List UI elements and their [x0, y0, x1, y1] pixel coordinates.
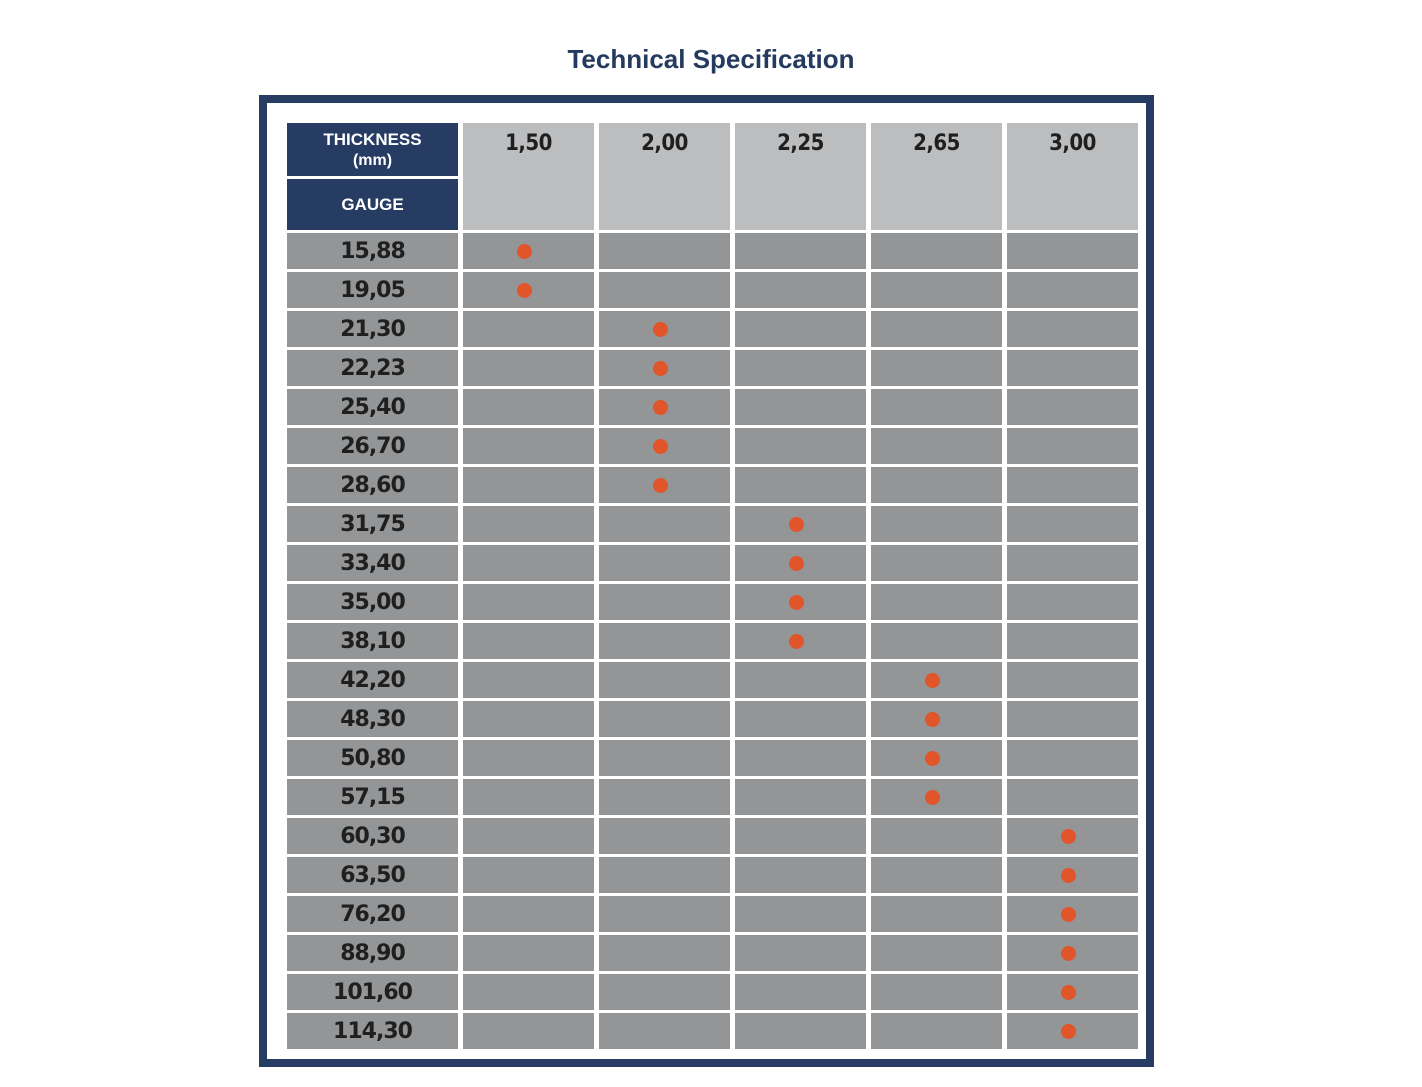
gauge-cell: 63,50 [287, 857, 458, 893]
table-cell [871, 506, 1002, 542]
page-title: Technical Specification [567, 44, 855, 74]
table-cell [463, 506, 594, 542]
table-cell [599, 623, 730, 659]
availability-dot-icon [653, 478, 668, 493]
table-cell [1007, 233, 1138, 269]
table-cell [1007, 428, 1138, 464]
availability-dot-icon [925, 712, 940, 727]
table-cell [463, 233, 594, 269]
table-cell [599, 467, 730, 503]
table-cell [463, 584, 594, 620]
table-cell [735, 974, 866, 1010]
gauge-cell: 114,30 [287, 1013, 458, 1049]
gauge-cell: 76,20 [287, 896, 458, 932]
availability-dot-icon [925, 673, 940, 688]
availability-dot-icon [925, 790, 940, 805]
table-cell [735, 311, 866, 347]
table-cell [735, 896, 866, 932]
thickness-unit: (mm) [352, 151, 393, 169]
table-cell [871, 311, 1002, 347]
table-cell [871, 818, 1002, 854]
table-cell [1007, 662, 1138, 698]
table-cell [871, 974, 1002, 1010]
gauge-cell: 88,90 [287, 935, 458, 971]
table-cell [599, 389, 730, 425]
table-cell [871, 857, 1002, 893]
table-cell [463, 818, 594, 854]
table-cell [871, 779, 1002, 815]
table-cell [463, 428, 594, 464]
table-cell [871, 740, 1002, 776]
table-cell [599, 662, 730, 698]
availability-dot-icon [517, 283, 532, 298]
availability-dot-icon [789, 556, 804, 571]
table-cell [599, 935, 730, 971]
table-cell [1007, 701, 1138, 737]
table-cell [599, 701, 730, 737]
table-cell [735, 662, 866, 698]
gauge-header: GAUGE [287, 179, 458, 230]
table-cell [1007, 467, 1138, 503]
table-cell [1007, 935, 1138, 971]
table-cell [463, 662, 594, 698]
availability-dot-icon [925, 751, 940, 766]
availability-dot-icon [789, 517, 804, 532]
table-cell [1007, 506, 1138, 542]
table-cell [463, 779, 594, 815]
table-cell [463, 545, 594, 581]
table-cell [1007, 584, 1138, 620]
gauge-cell: 33,40 [287, 545, 458, 581]
table-cell [735, 428, 866, 464]
table-cell [735, 272, 866, 308]
table-cell [463, 740, 594, 776]
table-cell [871, 623, 1002, 659]
availability-dot-icon [1061, 1024, 1076, 1039]
table-cell [735, 389, 866, 425]
table-cell [1007, 545, 1138, 581]
table-cell [735, 701, 866, 737]
table-cell [463, 350, 594, 386]
table-cell [735, 935, 866, 971]
table-cell [463, 272, 594, 308]
availability-dot-icon [789, 595, 804, 610]
table-cell [463, 467, 594, 503]
gauge-cell: 35,00 [287, 584, 458, 620]
table-cell [1007, 779, 1138, 815]
thickness-label: THICKNESS [323, 129, 422, 149]
table-cell [871, 935, 1002, 971]
thickness-column-header: 3,00 [1007, 123, 1138, 230]
table-cell [463, 857, 594, 893]
gauge-cell: 50,80 [287, 740, 458, 776]
table-cell [1007, 272, 1138, 308]
table-cell [735, 818, 866, 854]
header-left [287, 123, 458, 230]
table-cell [1007, 857, 1138, 893]
table-cell [463, 623, 594, 659]
table-cell [735, 623, 866, 659]
table-cell [1007, 974, 1138, 1010]
gauge-cell: 48,30 [287, 701, 458, 737]
table-cell [871, 662, 1002, 698]
table-cell [599, 974, 730, 1010]
table-cell [599, 272, 730, 308]
gauge-cell: 57,15 [287, 779, 458, 815]
availability-dot-icon [1061, 829, 1076, 844]
table-cell [463, 896, 594, 932]
table-cell [1007, 389, 1138, 425]
gauge-cell: 22,23 [287, 350, 458, 386]
table-cell [1007, 818, 1138, 854]
availability-dot-icon [1061, 946, 1076, 961]
table-cell [599, 740, 730, 776]
table-cell [599, 779, 730, 815]
spec-table [287, 123, 1138, 1049]
table-cell [1007, 896, 1138, 932]
table-cell [599, 506, 730, 542]
table-cell [871, 545, 1002, 581]
spec-table-frame [259, 95, 1154, 1067]
table-cell [463, 974, 594, 1010]
gauge-cell: 101,60 [287, 974, 458, 1010]
availability-dot-icon [653, 400, 668, 415]
table-cell [1007, 311, 1138, 347]
table-cell [463, 1013, 594, 1049]
gauge-cell: 38,10 [287, 623, 458, 659]
gauge-cell: 60,30 [287, 818, 458, 854]
table-cell [463, 935, 594, 971]
gauge-cell: 28,60 [287, 467, 458, 503]
availability-dot-icon [1061, 868, 1076, 883]
table-cell [735, 740, 866, 776]
table-cell [1007, 623, 1138, 659]
table-cell [871, 233, 1002, 269]
table-cell [599, 857, 730, 893]
table-cell [599, 350, 730, 386]
table-cell [599, 896, 730, 932]
table-cell [871, 1013, 1002, 1049]
availability-dot-icon [653, 361, 668, 376]
table-cell [871, 896, 1002, 932]
gauge-cell: 25,40 [287, 389, 458, 425]
table-cell [735, 350, 866, 386]
gauge-cell: 26,70 [287, 428, 458, 464]
availability-dot-icon [517, 244, 532, 259]
table-cell [735, 545, 866, 581]
gauge-cell: 21,30 [287, 311, 458, 347]
gauge-cell: 31,75 [287, 506, 458, 542]
availability-dot-icon [789, 634, 804, 649]
availability-dot-icon [1061, 907, 1076, 922]
table-cell [599, 428, 730, 464]
table-cell [1007, 1013, 1138, 1049]
table-cell [463, 311, 594, 347]
table-cell [735, 467, 866, 503]
availability-dot-icon [653, 322, 668, 337]
table-cell [463, 389, 594, 425]
table-cell [871, 701, 1002, 737]
gauge-cell: 19,05 [287, 272, 458, 308]
table-cell [871, 428, 1002, 464]
table-cell [735, 506, 866, 542]
thickness-header [287, 123, 458, 176]
availability-dot-icon [653, 439, 668, 454]
table-cell [735, 1013, 866, 1049]
table-cell [599, 818, 730, 854]
table-cell [599, 584, 730, 620]
availability-dot-icon [1061, 985, 1076, 1000]
table-cell [735, 233, 866, 269]
table-cell [735, 584, 866, 620]
table-cell [871, 389, 1002, 425]
table-cell [599, 1013, 730, 1049]
table-cell [735, 779, 866, 815]
thickness-column-header: 2,65 [871, 123, 1002, 230]
table-cell [599, 545, 730, 581]
table-cell [871, 584, 1002, 620]
table-cell [871, 272, 1002, 308]
gauge-cell: 42,20 [287, 662, 458, 698]
gauge-cell: 15,88 [287, 233, 458, 269]
table-cell [735, 857, 866, 893]
table-cell [871, 350, 1002, 386]
table-cell [1007, 740, 1138, 776]
table-cell [599, 311, 730, 347]
table-cell [599, 233, 730, 269]
thickness-column-header: 2,25 [735, 123, 866, 230]
table-cell [871, 467, 1002, 503]
table-cell [1007, 350, 1138, 386]
table-cell [463, 701, 594, 737]
thickness-column-header: 2,00 [599, 123, 730, 230]
thickness-column-header: 1,50 [463, 123, 594, 230]
